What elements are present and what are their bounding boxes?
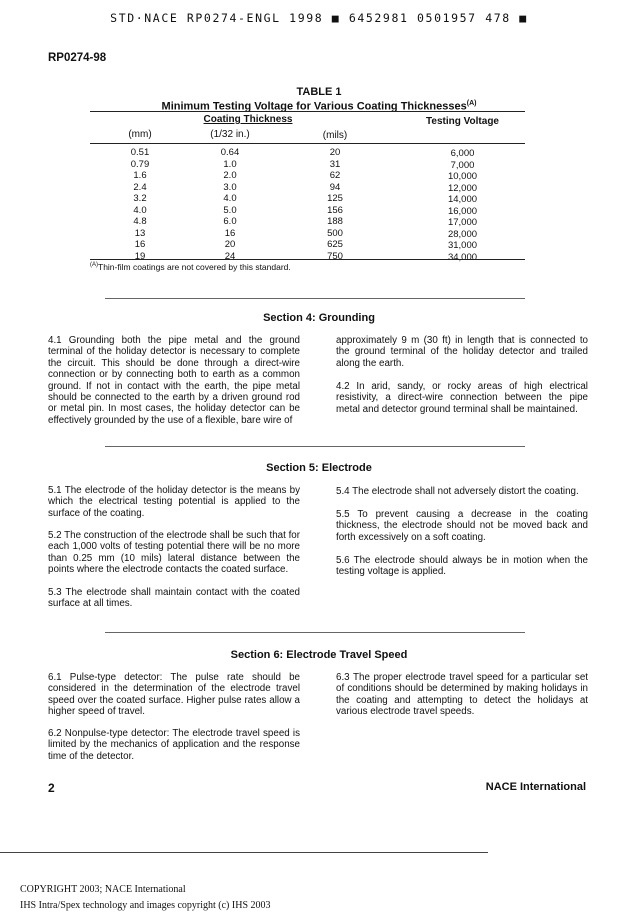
para-6-3: 6.3 The proper electrode travel speed for a particular set of conditions should be determined by making holidays in the coating and attempting to detect the holidays at various electrode travel speeds.: [336, 672, 588, 718]
table-cell: 500: [327, 227, 343, 239]
table-cell: 4.0: [133, 204, 147, 216]
table-cell: 20: [329, 147, 341, 158]
table-cell: 24: [224, 250, 236, 262]
table-cell: 20: [224, 239, 236, 250]
para-4-2: 4.2 In arid, sandy, or rocky areas of high electrical resistivity, a direct-wire connection between the pipe metal and detector ground terminal shall be maintained.: [336, 381, 588, 415]
table-cell: 17,000: [447, 217, 478, 228]
table-cell: 19: [134, 250, 146, 262]
table-cell: 6,000: [450, 148, 475, 159]
table-cell: 16: [134, 239, 146, 250]
table-cell: 13: [134, 227, 146, 239]
para-6-2: 6.2 Nonpulse-type detector: The electrode travel speed is limited by the mechanics of application and the response time of the detector.: [48, 728, 300, 762]
table-cell: 125: [327, 193, 343, 204]
page-number: 2: [48, 781, 55, 795]
copyright-line-2: IHS Intra/Spex technology and images copyright (c) IHS 2003: [20, 900, 271, 911]
table-cell: 16: [224, 227, 236, 239]
para-5-6: 5.6 The electrode should always be in motion when the testing voltage is applied.: [336, 555, 588, 578]
divider: [105, 298, 525, 299]
column-mils: [305, 147, 365, 262]
table-cell: 0.51: [130, 147, 150, 158]
para-5-3: 5.3 The electrode shall maintain contact with the coated surface at all times.: [48, 587, 300, 610]
table-cell: 2.4: [133, 181, 147, 193]
para-4-1-cont: approximately 9 m (30 ft) in length that is connected to the ground terminal of the holiday detector and trailed along the earth.: [336, 335, 588, 369]
footnote-text: Thin-film coatings are not covered by this standard.: [98, 262, 291, 272]
table-title-note: (A): [466, 100, 477, 107]
column-voltage: [425, 148, 500, 263]
table-cell: 31,000: [447, 240, 478, 251]
footer-rule: [0, 852, 488, 853]
table-cell: 62: [329, 170, 341, 181]
table-cell: 5.0: [223, 204, 237, 216]
section-6-title: Section 6: Electrode Travel Speed: [230, 649, 408, 661]
table-cell: 10,000: [447, 171, 478, 182]
table-cell: 14,000: [447, 194, 478, 205]
para-5-5: 5.5 To prevent causing a decrease in the coating thickness, the electrode should not be moved back and forth excessively on a soft coating.: [336, 509, 588, 543]
col-header-mils: (mils): [322, 130, 348, 141]
divider: [105, 632, 525, 633]
table-bottom-rule: [90, 259, 525, 260]
table-cell: 156: [327, 204, 343, 216]
table-top-rule: [90, 111, 525, 112]
section-5-title: Section 5: Electrode: [266, 462, 372, 474]
table-cell: 625: [327, 239, 343, 250]
table-cell: 3.2: [133, 193, 147, 204]
column-inch: [200, 147, 260, 262]
table-cell: 4.0: [223, 193, 237, 204]
table-cell: 750: [327, 250, 343, 262]
table-cell: 2.0: [223, 170, 237, 181]
section-4-title: Section 4: Grounding: [263, 312, 375, 324]
table-cell: 1.0: [223, 158, 237, 170]
table-cell: 6.0: [223, 216, 237, 227]
table-title: Minimum Testing Voltage for Various Coating Thicknesses: [161, 100, 467, 113]
table-cell: 31: [329, 158, 341, 170]
organization-name: NACE International: [485, 781, 586, 793]
table-cell: 1.6: [133, 170, 147, 181]
col-header-inch: (1/32 in.): [210, 129, 250, 140]
table-cell: 12,000: [447, 182, 478, 194]
table-cell: 16,000: [447, 205, 478, 217]
table-cell: 28,000: [447, 228, 478, 240]
copyright-line-1: COPYRIGHT 2003; NACE International: [20, 884, 186, 895]
table-cell: 0.79: [130, 158, 150, 170]
testing-voltage-header: Testing Voltage: [426, 116, 499, 127]
table-cell: 4.8: [133, 216, 147, 227]
table-cell: 34,000: [447, 251, 478, 263]
table-footnote: [90, 262, 291, 272]
footnote-mark: (A): [90, 262, 98, 269]
para-4-1: 4.1 Grounding both the pipe metal and the ground terminal of the holiday detector is necessary to complete the circuit. This should be done through a direct-wire connection or by connecting both to earth as a common ground. If not in contact with the earth, the pipe metal should be connected to the earth by a driven ground rod or metal pin. In most cases, the holiday detector can be effectively grounded by the use of a flexible, bare wire of: [48, 335, 300, 426]
column-mm: [110, 147, 170, 262]
table-cell: 94: [329, 181, 341, 193]
document-id: RP0274-98: [48, 52, 107, 64]
table-cell: 3.0: [223, 181, 237, 193]
header-code-line: STD·NACE RP0274-ENGL 1998 ■ 6452981 0501957 478 ■: [110, 11, 528, 25]
para-5-1: 5.1 The electrode of the holiday detector is the means by which the electrical testing potential is applied to the surface of the coating.: [48, 485, 300, 519]
table-label: TABLE 1: [296, 86, 342, 98]
para-5-2: 5.2 The construction of the electrode shall be such that for each 1,000 volts of testing potential there will be no more than 0.25 mm (10 mils) lateral distance between the points where the electrode contacts the coated surface.: [48, 530, 300, 576]
table-cell: 0.64: [220, 147, 240, 158]
table-cell: 188: [327, 216, 343, 227]
table-header-rule: [90, 143, 525, 144]
divider: [105, 446, 525, 447]
para-6-1: 6.1 Pulse-type detector: The pulse rate should be considered in the determination of the electrode travel speed over the coated surface. Higher pulse rates allow a higher speed of travel.: [48, 672, 300, 718]
para-5-4: 5.4 The electrode shall not adversely distort the coating.: [336, 486, 579, 497]
table-cell: 7,000: [450, 159, 475, 171]
col-header-mm: (mm): [128, 129, 152, 140]
table-caption: [0, 86, 638, 113]
coating-thickness-header: Coating Thickness: [203, 114, 293, 125]
